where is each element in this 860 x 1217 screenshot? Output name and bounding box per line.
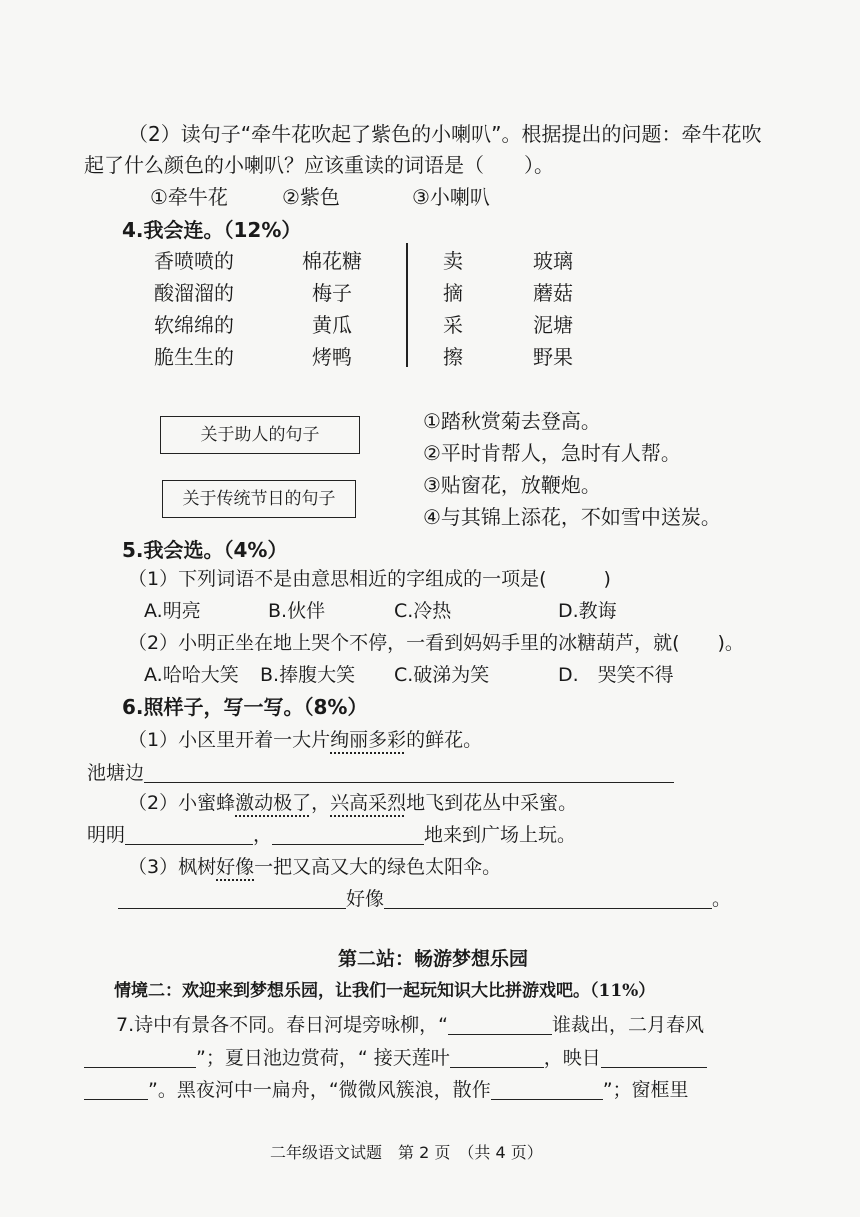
q6-ex3-mark: 好像 <box>216 856 255 878</box>
q6-fill1-label: 池塘边 <box>87 762 145 784</box>
q4-title: 4.我会连。（12%） <box>122 218 302 242</box>
q7-line-3 <box>84 1077 689 1103</box>
q6-ex1-post: 的鲜花。 <box>406 729 483 751</box>
q4-left-b-4: 烤鸭 <box>312 345 352 369</box>
q6-fill2-tail: 地来到广场上玩。 <box>424 824 577 846</box>
q7-l2-a: ”；夏日池边赏荷，“ 接天莲叶 <box>196 1047 450 1069</box>
q6-fill3-blank-b[interactable] <box>384 888 712 909</box>
q6-ex1-mark: 绚丽多彩 <box>330 729 407 751</box>
q7-blank-5[interactable] <box>84 1079 148 1100</box>
q7-l1-b: 谁裁出，二月春风 <box>551 1014 704 1036</box>
q7-blank-1[interactable] <box>448 1014 552 1035</box>
q4-box-helping: 关于助人的句子 <box>160 416 360 454</box>
q6-fill2-blank-b[interactable] <box>272 824 424 845</box>
q7-blank-2[interactable] <box>84 1047 196 1068</box>
page-footer: 二年级语文试题 第 2 页 （共 4 页） <box>270 1143 543 1162</box>
q4-right-b-3: 泥塘 <box>533 313 573 337</box>
q3-2-option-3: ③小喇叭 <box>412 185 490 209</box>
q6-ex2-mark1: 激动极了 <box>235 792 312 814</box>
q7-l2-b: ，映日 <box>543 1047 601 1069</box>
q6-fill1-blank[interactable] <box>144 762 674 783</box>
q5-2-stem: （2）小明正坐在地上哭个不停，一看到妈妈手里的冰糖葫芦，就( )。 <box>128 632 744 654</box>
q6-fill-1 <box>87 760 674 786</box>
q6-fill3-blank-a[interactable] <box>118 888 346 909</box>
q6-fill2-blank-a[interactable] <box>125 824 253 845</box>
q4-sentence-3: ③贴窗花，放鞭炮。 <box>423 473 601 497</box>
q4-left-a-3: 软绵绵的 <box>154 313 234 337</box>
q4-right-a-1: 卖 <box>443 249 463 273</box>
q5-2-option-d: D. 哭笑不得 <box>558 664 674 686</box>
q6-example-3 <box>128 854 501 880</box>
q4-right-b-1: 玻璃 <box>533 249 573 273</box>
q4-left-a-1: 香喷喷的 <box>154 249 234 273</box>
q3-2-option-2: ②紫色 <box>282 185 340 209</box>
q4-left-b-1: 棉花糖 <box>302 249 362 273</box>
q3-2-line1: （2）读句子“牵牛花吹起了紫色的小喇叭”。根据提出的问题：牵牛花吹 <box>128 122 762 146</box>
q4-left-b-2: 梅子 <box>312 281 352 305</box>
q5-2-option-b: B.捧腹大笑 <box>260 664 356 686</box>
q6-ex3-post: 一把又高又大的绿色太阳伞。 <box>254 856 502 878</box>
q5-1-option-b: B.伙伴 <box>268 600 326 622</box>
q6-ex2-mid: ， <box>311 792 331 814</box>
q7-line-1 <box>116 1012 704 1038</box>
q7-blank-6[interactable] <box>491 1079 603 1100</box>
q7-l1-a: 7.诗中有景各不同。春日河堤旁咏柳，“ <box>116 1014 448 1036</box>
q4-sentence-4: ④与其锦上添花，不如雪中送炭。 <box>423 505 721 529</box>
q5-title: 5.我会选。（4%） <box>122 538 288 562</box>
q6-fill2-sep: ， <box>253 824 273 846</box>
q6-example-2 <box>128 790 577 816</box>
q6-ex2-post: 地飞到花丛中采蜜。 <box>406 792 578 814</box>
q5-1-option-c: C.冷热 <box>394 600 452 622</box>
q6-fill2-label: 明明 <box>87 824 126 846</box>
station2-heading: 第二站：畅游梦想乐园 <box>338 948 529 970</box>
q6-ex1-pre: （1）小区里开着一大片 <box>128 729 331 751</box>
q6-title: 6.照样子，写一写。（8%） <box>122 695 368 719</box>
q4-right-a-2: 摘 <box>443 281 463 305</box>
q7-blank-4[interactable] <box>601 1047 707 1068</box>
q4-right-a-3: 采 <box>443 313 463 337</box>
q5-2-option-c: C.破涕为笑 <box>394 664 490 686</box>
q6-ex3-pre: （3）枫树 <box>128 856 217 878</box>
q4-left-a-2: 酸溜溜的 <box>154 281 234 305</box>
q7-l3-b: ”；窗框里 <box>602 1079 689 1101</box>
q4-right-b-2: 蘑菇 <box>533 281 573 305</box>
q7-line-2 <box>84 1045 707 1071</box>
q3-2-line2: 起了什么颜色的小喇叭？应该重读的词语是（ ）。 <box>84 153 554 177</box>
q6-ex2-mark2: 兴高采烈 <box>330 792 407 814</box>
q3-2-option-1: ①牵牛花 <box>150 185 228 209</box>
q5-1-option-d: D.教诲 <box>558 600 617 622</box>
q5-1-option-a: A.明亮 <box>144 600 201 622</box>
q6-ex2-pre: （2）小蜜蜂 <box>128 792 236 814</box>
q6-example-1 <box>128 727 482 753</box>
q4-sentence-1: ①踏秋赏菊去登高。 <box>423 409 601 433</box>
q7-l3-a: ”。黑夜河中一扁舟，“微微风簇浪，散作 <box>148 1079 491 1101</box>
q5-1-stem: （1）下列词语不是由意思相近的字组成的一项是( ) <box>128 568 611 590</box>
q6-fill-2 <box>87 822 576 848</box>
q4-box-festival: 关于传统节日的句子 <box>162 480 356 518</box>
q5-2-option-a: A.哈哈大笑 <box>144 664 239 686</box>
q6-fill-3 <box>118 886 731 912</box>
q4-divider <box>406 243 408 367</box>
q6-fill3-end: 。 <box>712 888 732 910</box>
q4-right-b-4: 野果 <box>533 345 573 369</box>
q7-blank-3[interactable] <box>450 1047 544 1068</box>
q6-fill3-mid: 好像 <box>346 888 385 910</box>
station2-scenario: 情境二：欢迎来到梦想乐园，让我们一起玩知识大比拼游戏吧。（11%） <box>114 981 656 1001</box>
q4-left-a-4: 脆生生的 <box>154 345 234 369</box>
q4-right-a-4: 擦 <box>443 345 463 369</box>
q4-left-b-3: 黄瓜 <box>312 313 352 337</box>
q4-sentence-2: ②平时肯帮人，急时有人帮。 <box>423 441 681 465</box>
